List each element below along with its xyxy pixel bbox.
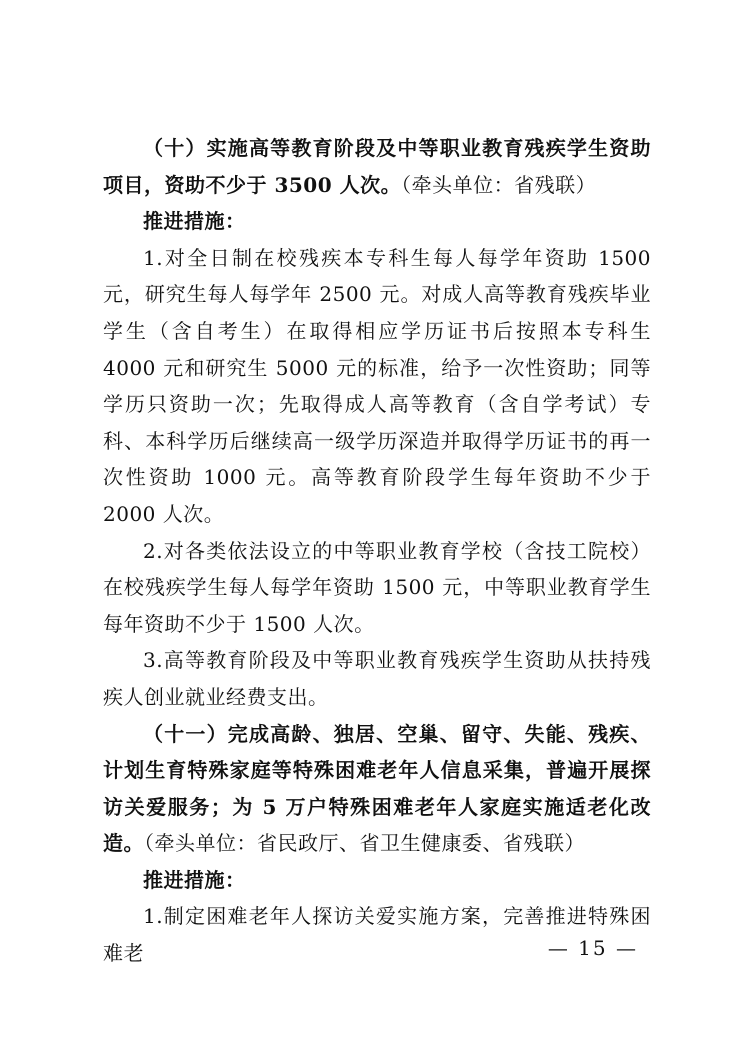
section-10-lead-unit: （牵头单位：省残联）	[401, 172, 597, 197]
section-10-item-3: 3.高等教育阶段及中等职业教育残疾学生资助从扶持残疾人创业就业经费支出。	[103, 648, 651, 709]
page-number: — 15 —	[547, 936, 638, 960]
section-11-item-1: 1.制定困难老年人探访关爱实施方案，完善推进特殊困难老	[103, 904, 651, 966]
document-body	[103, 130, 651, 972]
section-11-heading	[103, 716, 651, 862]
section-10-item-1: 1.对全日制在校残疾本专科生每人每学年资助 1500 元，研究生每人每学年 2500 元。对成人高等教育残疾毕业学生（含自考生）在取得相应学历证书后按照本专科生 4000 元和研究生 5000 元的标准，给予一次性资助；同等学历只资助一次；先取得成人高等教育（含自学考试）专科、本科学历后继续高一级学历深造并取得学历证书的再一次性资助 1000 元。高等教育阶段学生每年资助不少于 2000 人次。	[103, 245, 651, 526]
section-11-measures-label: 推进措施：	[143, 867, 246, 892]
section-11-lead-unit: （牵头单位：省民政厅、省卫生健康委、省残联）	[144, 831, 585, 856]
section-10-item-2: 2.对各类依法设立的中等职业教育学校（含技工院校）在校残疾学生每人每学年资助 1500 元，中等职业教育学生每年资助不少于 1500 人次。	[103, 538, 651, 636]
section-11-title: （十一）完成高龄、独居、空巢、留守、失能、残疾、计划生育特殊家庭等特殊困难老年人信息采集，普遍开展探访关爱服务；为 5 万户特殊困难老年人家庭实施适老化改造。	[103, 721, 651, 856]
section-10-heading	[103, 130, 651, 203]
section-10-measures-label: 推进措施：	[143, 209, 246, 234]
section-10-title: （十）实施高等教育阶段及中等职业教育残疾学生资助项目，资助不少于 3500 人次。	[103, 136, 651, 197]
